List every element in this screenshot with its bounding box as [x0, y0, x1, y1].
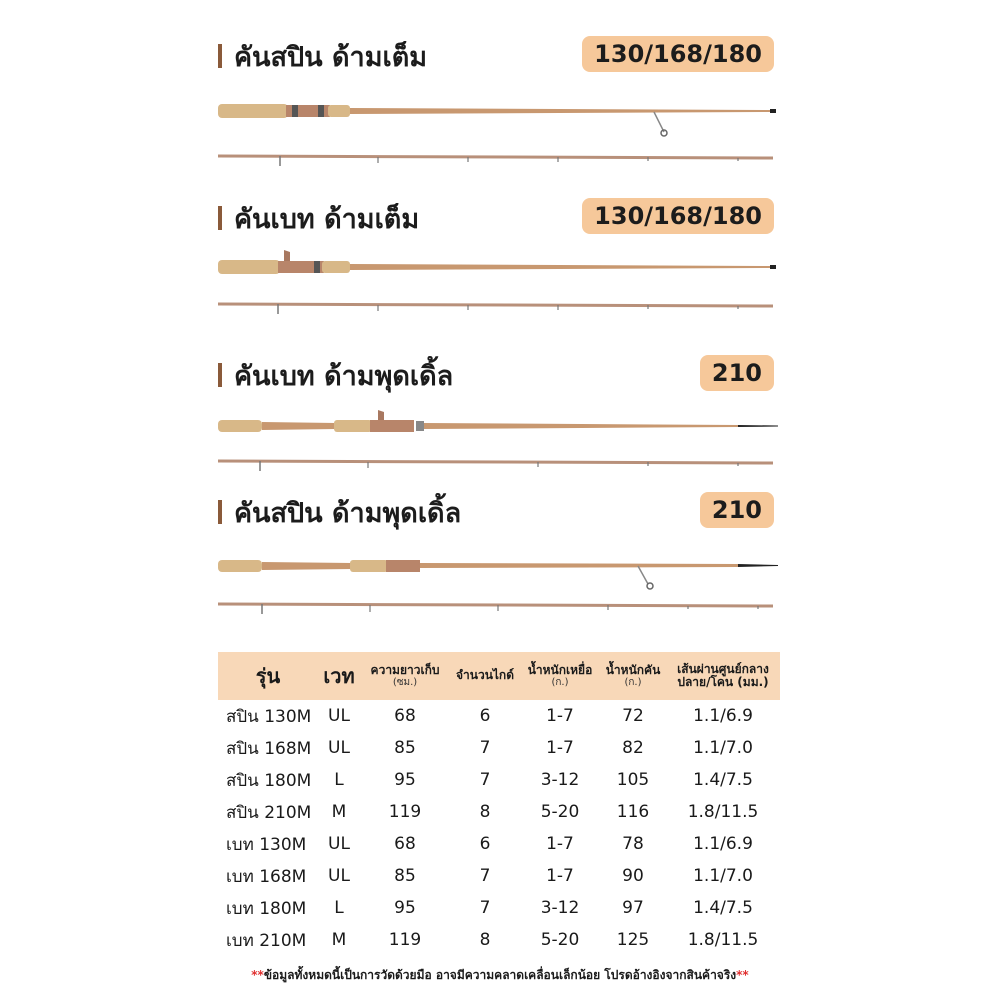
header-length	[360, 652, 450, 700]
cell-model: เบท 130M	[226, 834, 307, 855]
section-title-row	[218, 492, 461, 532]
cell-power: UL	[328, 866, 350, 886]
cell-guides: 7	[479, 866, 491, 886]
header-lure-unit: (ก.)	[551, 677, 569, 689]
section-title-row	[218, 36, 427, 76]
cell-model: เบท 168M	[226, 866, 307, 887]
cell-diameter: 1.8/11.5	[687, 802, 759, 822]
header-guides	[450, 652, 520, 700]
cell-guides: 8	[479, 930, 491, 950]
cell-diameter: 1.1/7.0	[693, 866, 753, 886]
cell-lure: 1-7	[546, 866, 574, 886]
section-title-row	[218, 355, 453, 395]
cell-diameter: 1.8/11.5	[687, 930, 759, 950]
accent-bar	[218, 44, 222, 68]
cell-diameter: 1.4/7.5	[693, 770, 753, 790]
header-lure	[520, 652, 600, 700]
cell-guides: 7	[479, 770, 491, 790]
table-header-row	[218, 652, 780, 700]
cell-diameter: 1.4/7.5	[693, 898, 753, 918]
rod-spin-full-grip-image	[218, 96, 778, 196]
cell-weight: 116	[616, 802, 650, 822]
cell-lure: 5-20	[540, 930, 580, 950]
header-model: รุ่น	[255, 664, 281, 688]
accent-bar	[218, 363, 222, 387]
length-badge: 130/168/180	[582, 36, 774, 72]
cell-lure: 1-7	[546, 706, 574, 726]
table-row	[218, 796, 780, 828]
header-length-unit: (ซม.)	[392, 677, 418, 689]
header-weight	[600, 652, 666, 700]
cell-length: 68	[394, 706, 416, 726]
cell-power: M	[331, 802, 347, 822]
cell-length: 119	[388, 802, 422, 822]
header-diameter-main: เส้นผ่านศูนย์กลาง	[677, 661, 769, 676]
cell-weight: 97	[622, 898, 644, 918]
header-weight-main: น้ำหนักคัน	[605, 662, 661, 677]
table-row	[218, 828, 780, 860]
cell-model: เบท 210M	[226, 930, 307, 951]
header-diameter	[666, 652, 780, 700]
cell-diameter: 1.1/6.9	[693, 706, 753, 726]
table-row	[218, 764, 780, 796]
accent-bar	[218, 500, 222, 524]
header-weight-unit: (ก.)	[624, 677, 642, 689]
section-title: คันสปิน ด้ามพุดเดิ้ล	[234, 497, 462, 529]
header-power: เวท	[323, 664, 355, 688]
cell-weight: 78	[622, 834, 644, 854]
footnote-mark-end: **	[736, 968, 749, 982]
header-lure-main: น้ำหนักเหยื่อ	[527, 662, 593, 677]
cell-model: สปิน 210M	[226, 802, 312, 823]
cell-power: UL	[328, 738, 350, 758]
cell-lure: 3-12	[540, 898, 580, 918]
cell-length: 95	[394, 770, 416, 790]
cell-model: สปิน 130M	[226, 706, 312, 727]
cell-length: 85	[394, 738, 416, 758]
table-row	[218, 860, 780, 892]
cell-weight: 82	[622, 738, 644, 758]
length-badge: 210	[700, 492, 774, 528]
cell-guides: 6	[479, 834, 491, 854]
spec-table-container	[218, 652, 780, 956]
spec-table	[218, 652, 780, 956]
section-title: คันสปิน ด้ามเต็ม	[234, 41, 428, 73]
cell-lure: 3-12	[540, 770, 580, 790]
section-spin-split-grip	[218, 492, 778, 622]
cell-model: เบท 180M	[226, 898, 307, 919]
footnote-mark-start: **	[251, 968, 264, 982]
cell-length: 85	[394, 866, 416, 886]
cell-power: UL	[328, 706, 350, 726]
cell-length: 68	[394, 834, 416, 854]
cell-model: สปิน 168M	[226, 738, 312, 759]
table-row	[218, 892, 780, 924]
cell-power: L	[334, 770, 344, 790]
header-guides-main: จำนวนไกด์	[455, 668, 514, 683]
section-title-row	[218, 198, 419, 238]
cell-weight: 72	[622, 706, 644, 726]
cell-weight: 105	[616, 770, 650, 790]
cell-length: 119	[388, 930, 422, 950]
header-length-main: ความยาวเก็บ	[370, 662, 440, 677]
table-row	[218, 732, 780, 764]
cell-lure: 5-20	[540, 802, 580, 822]
cell-guides: 6	[479, 706, 491, 726]
section-title: คันเบท ด้ามเต็ม	[234, 203, 420, 235]
table-row	[218, 924, 780, 956]
section-bait-split-grip	[218, 355, 778, 485]
cell-power: UL	[328, 834, 350, 854]
cell-model: สปิน 180M	[226, 770, 312, 791]
section-bait-full-grip	[218, 198, 778, 328]
cell-length: 95	[394, 898, 416, 918]
cell-diameter: 1.1/6.9	[693, 834, 753, 854]
cell-guides: 7	[479, 738, 491, 758]
footnote-text: ข้อมูลทั้งหมดนี้เป็นการวัดด้วยมือ อาจมีความคลาดเคลื่อนเล็กน้อย โปรดอ้างอิงจากสินค้าจริง	[263, 968, 737, 982]
length-badge: 210	[700, 355, 774, 391]
cell-lure: 1-7	[546, 834, 574, 854]
cell-guides: 7	[479, 898, 491, 918]
table-row	[218, 700, 780, 732]
cell-weight: 90	[622, 866, 644, 886]
header-diameter-unit: ปลาย/โคน (มม.)	[677, 675, 769, 689]
accent-bar	[218, 206, 222, 230]
cell-guides: 8	[479, 802, 491, 822]
rod-spin-split-grip-image	[218, 552, 778, 662]
cell-power: M	[331, 930, 347, 950]
cell-power: L	[334, 898, 344, 918]
cell-lure: 1-7	[546, 738, 574, 758]
cell-diameter: 1.1/7.0	[693, 738, 753, 758]
section-title: คันเบท ด้ามพุดเดิ้ล	[234, 360, 454, 392]
rod-bait-full-grip-image	[218, 248, 778, 348]
section-spin-full-grip	[218, 36, 778, 166]
length-badge: 130/168/180	[582, 198, 774, 234]
footnote	[0, 966, 1000, 985]
cell-weight: 125	[616, 930, 650, 950]
